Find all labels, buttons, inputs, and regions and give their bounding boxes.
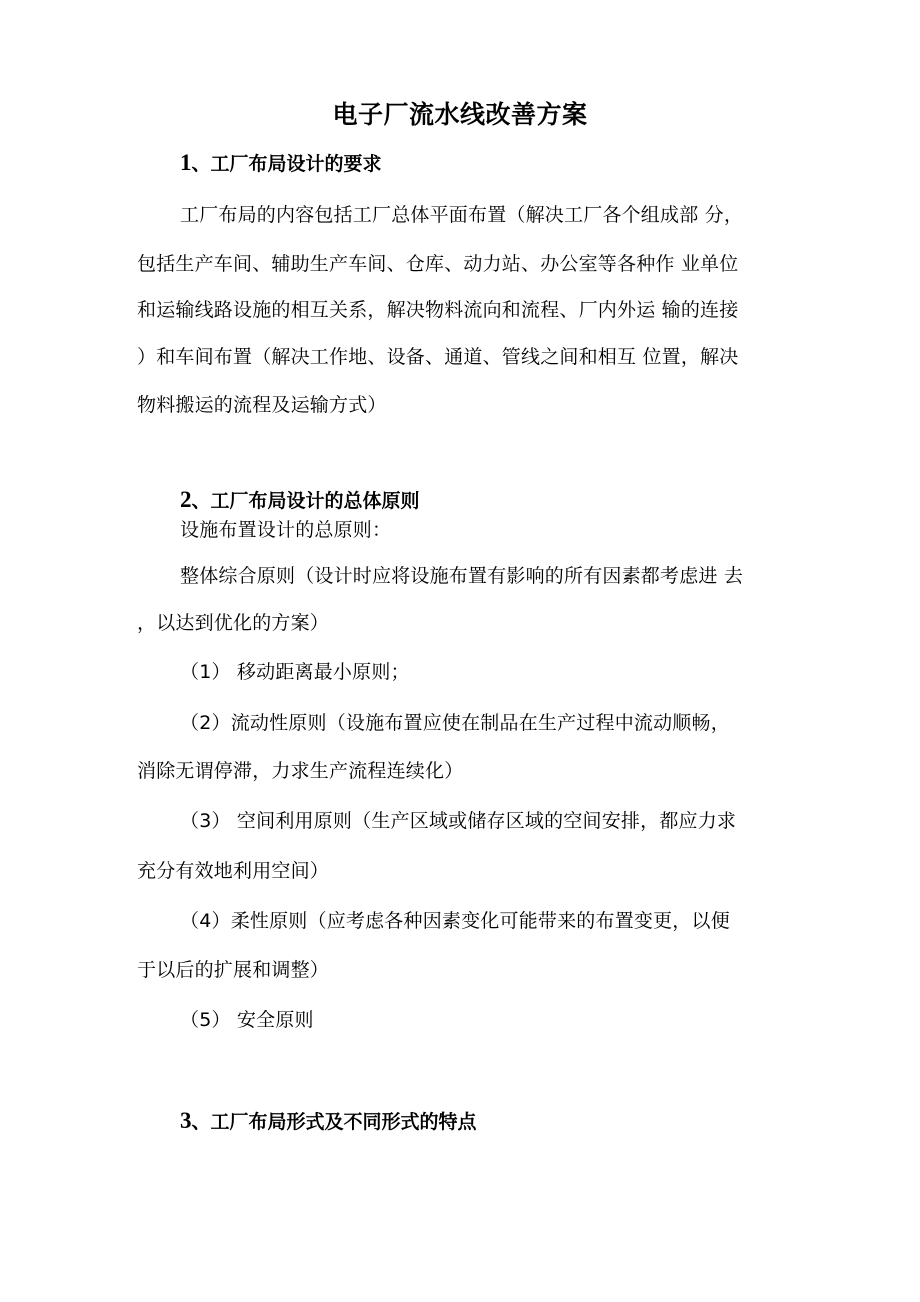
section-1-heading-text: 、工厂布局设计的要求	[191, 153, 382, 175]
integrated-principle-line: ，以达到优化的方案）	[137, 612, 330, 634]
principle-3-line: （3） 空间利用原则（生产区域或储存区域的空间安排，都应力求	[180, 810, 737, 832]
section-2-heading	[180, 486, 420, 515]
section-2-number: 2	[180, 487, 192, 512]
section-3-heading-text: 、工厂布局形式及不同形式的特点	[191, 1111, 477, 1133]
principle-1: （1） 移动距离最小原则；	[180, 661, 410, 683]
principle-5: （5） 安全原则	[180, 1009, 314, 1031]
section-3-heading	[180, 1107, 477, 1136]
section-2-subtitle: 设施布置设计的总原则：	[180, 519, 392, 541]
section-1-paragraph-line: 工厂布局的内容包括工厂总体平面布置（解决工厂各个组成部 分，	[180, 204, 744, 226]
section-1-paragraph-line: 包括生产车间、辅助生产车间、仓库、动力站、办公室等各种作 业单位	[137, 253, 739, 275]
section-1-paragraph-line: 和运输线路设施的相互关系，解决物料流向和流程、厂内外运 输的连接	[137, 299, 739, 321]
section-1-number: 1	[180, 150, 192, 175]
integrated-principle-line: 整体综合原则（设计时应将设施布置有影响的所有因素都考虑进 去	[180, 565, 744, 587]
principle-3-line: 充分有效地利用空间）	[137, 860, 330, 882]
document-title: 电子厂流水线改善方案	[332, 100, 588, 129]
principle-4-line: （4）柔性原则（应考虑各种因素变化可能带来的布置变更，以便	[180, 910, 730, 932]
section-1-paragraph-line: 物料搬运的流程及运输方式）	[137, 394, 387, 416]
section-2-heading-text: 、工厂布局设计的总体原则	[191, 490, 420, 512]
section-1-paragraph-line: ）和车间布置（解决工作地、设备、通道、管线之间和相互 位置，解决	[137, 346, 739, 368]
principle-4-line: 于以后的扩展和调整）	[137, 959, 330, 981]
section-3-number: 3	[180, 1108, 192, 1133]
principle-2-line: （2）流动性原则（设施布置应使在制品在生产过程中流动顺畅，	[180, 712, 730, 734]
principle-2-line: 消除无谓停滞，力求生产流程连续化）	[137, 760, 464, 782]
section-1-heading	[180, 149, 382, 178]
